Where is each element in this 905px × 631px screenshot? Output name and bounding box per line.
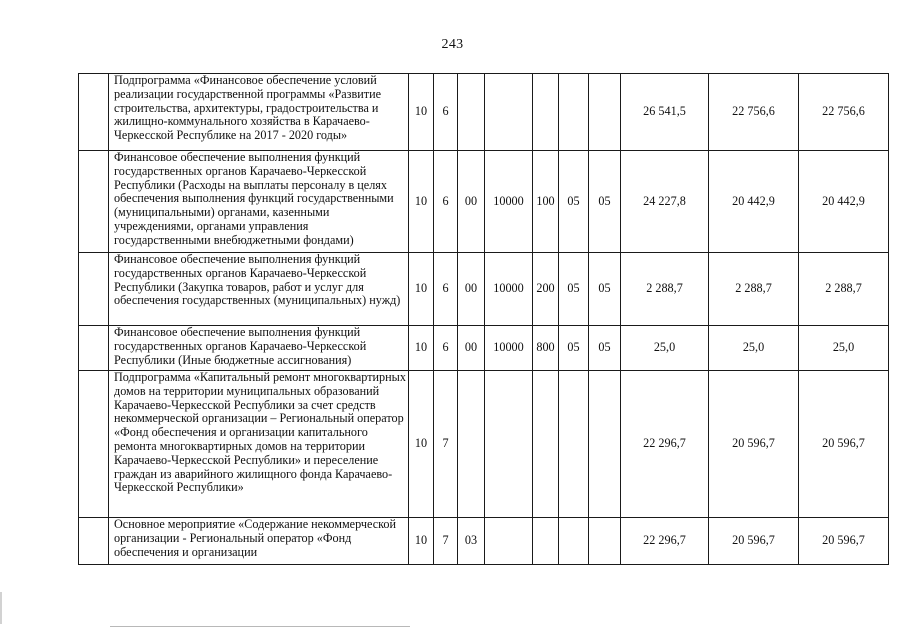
- code-cell: [485, 371, 533, 518]
- amount-cell: 25,0: [709, 326, 799, 371]
- amount-cell: 20 596,7: [799, 518, 889, 565]
- row-description: Подпрограмма «Финансовое обеспечение условий реализации государственной программы «Развитие строительства, архитектуры, градостроительства и жилищно-коммунального хозяйства в Карачаево-Черкесской Республике на 2017 - 2020 годы»: [109, 74, 409, 151]
- table-row: [79, 253, 889, 326]
- code-cell: 05: [559, 253, 589, 326]
- code-cell: [458, 371, 485, 518]
- code-cell: [559, 371, 589, 518]
- code-cell: 10: [409, 253, 434, 326]
- code-cell: 05: [559, 151, 589, 253]
- code-cell: 6: [434, 151, 458, 253]
- code-cell: [589, 518, 621, 565]
- code-cell: 03: [458, 518, 485, 565]
- row-index-cell: [79, 253, 109, 326]
- code-cell: 05: [559, 326, 589, 371]
- row-index-cell: [79, 151, 109, 253]
- code-cell: [533, 371, 559, 518]
- table-row: [79, 371, 889, 518]
- scan-edge-mark: [0, 592, 2, 624]
- code-cell: 10000: [485, 151, 533, 253]
- budget-table: [78, 73, 889, 565]
- code-cell: 800: [533, 326, 559, 371]
- code-cell: [559, 74, 589, 151]
- amount-cell: 25,0: [621, 326, 709, 371]
- code-cell: 10000: [485, 326, 533, 371]
- code-cell: 00: [458, 253, 485, 326]
- amount-cell: 22 756,6: [709, 74, 799, 151]
- code-cell: [485, 518, 533, 565]
- code-cell: 05: [589, 253, 621, 326]
- row-description: Финансовое обеспечение выполнения функций государственных органов Карачаево-Черкесской Республики (Закупка товаров, работ и услуг для обеспечения государственных (муниципальных) нужд): [109, 253, 409, 326]
- footer-divider: [110, 626, 410, 627]
- row-index-cell: [79, 518, 109, 565]
- amount-cell: 22 296,7: [621, 371, 709, 518]
- code-cell: [485, 74, 533, 151]
- amount-cell: 22 756,6: [799, 74, 889, 151]
- amount-cell: 24 227,8: [621, 151, 709, 253]
- code-cell: 100: [533, 151, 559, 253]
- amount-cell: 26 541,5: [621, 74, 709, 151]
- amount-cell: 20 442,9: [799, 151, 889, 253]
- code-cell: [559, 518, 589, 565]
- amount-cell: 20 596,7: [709, 518, 799, 565]
- row-index-cell: [79, 371, 109, 518]
- code-cell: 6: [434, 253, 458, 326]
- table-row: [79, 74, 889, 151]
- row-description: Основное мероприятие «Содержание некоммерческой организации - Региональный оператор «Фонд обеспечения и организации: [109, 518, 409, 565]
- code-cell: [589, 74, 621, 151]
- table-row: [79, 151, 889, 253]
- code-cell: 10000: [485, 253, 533, 326]
- row-index-cell: [79, 74, 109, 151]
- amount-cell: 2 288,7: [621, 253, 709, 326]
- code-cell: 7: [434, 371, 458, 518]
- code-cell: [533, 74, 559, 151]
- row-description: Финансовое обеспечение выполнения функций государственных органов Карачаево-Черкесской Республики (Расходы на выплаты персоналу в целях обеспечения выполнения функций государственными (муниципальными) органами, казенными учреждениями, органами управления государственными внебюджетными фондами): [109, 151, 409, 253]
- code-cell: [589, 371, 621, 518]
- code-cell: 10: [409, 518, 434, 565]
- code-cell: [458, 74, 485, 151]
- code-cell: 10: [409, 74, 434, 151]
- code-cell: 00: [458, 151, 485, 253]
- amount-cell: 25,0: [799, 326, 889, 371]
- amount-cell: 20 596,7: [709, 371, 799, 518]
- code-cell: 6: [434, 326, 458, 371]
- amount-cell: 2 288,7: [709, 253, 799, 326]
- code-cell: 6: [434, 74, 458, 151]
- code-cell: 10: [409, 371, 434, 518]
- amount-cell: 22 296,7: [621, 518, 709, 565]
- code-cell: 05: [589, 326, 621, 371]
- row-description: Финансовое обеспечение выполнения функций государственных органов Карачаево-Черкесской Республики (Иные бюджетные ассигнования): [109, 326, 409, 371]
- row-index-cell: [79, 326, 109, 371]
- amount-cell: 20 442,9: [709, 151, 799, 253]
- code-cell: 10: [409, 326, 434, 371]
- code-cell: 05: [589, 151, 621, 253]
- code-cell: [533, 518, 559, 565]
- code-cell: 10: [409, 151, 434, 253]
- amount-cell: 20 596,7: [799, 371, 889, 518]
- code-cell: 00: [458, 326, 485, 371]
- table-row: [79, 326, 889, 371]
- table-row: [79, 518, 889, 565]
- code-cell: 7: [434, 518, 458, 565]
- page-number: 243: [441, 37, 464, 52]
- amount-cell: 2 288,7: [799, 253, 889, 326]
- row-description: Подпрограмма «Капитальный ремонт многоквартирных домов на территории муниципальных образований Карачаево-Черкесской Республики за счет средств некоммерческой организации – Региональный оператор «Фонд обеспечения и организации капитального ремонта многоквартирных домов на территории Карачаево-Черкесской Республики» и переселение граждан из аварийного жилищного фонда Карачаево-Черкесской Республики»: [109, 371, 409, 518]
- code-cell: 200: [533, 253, 559, 326]
